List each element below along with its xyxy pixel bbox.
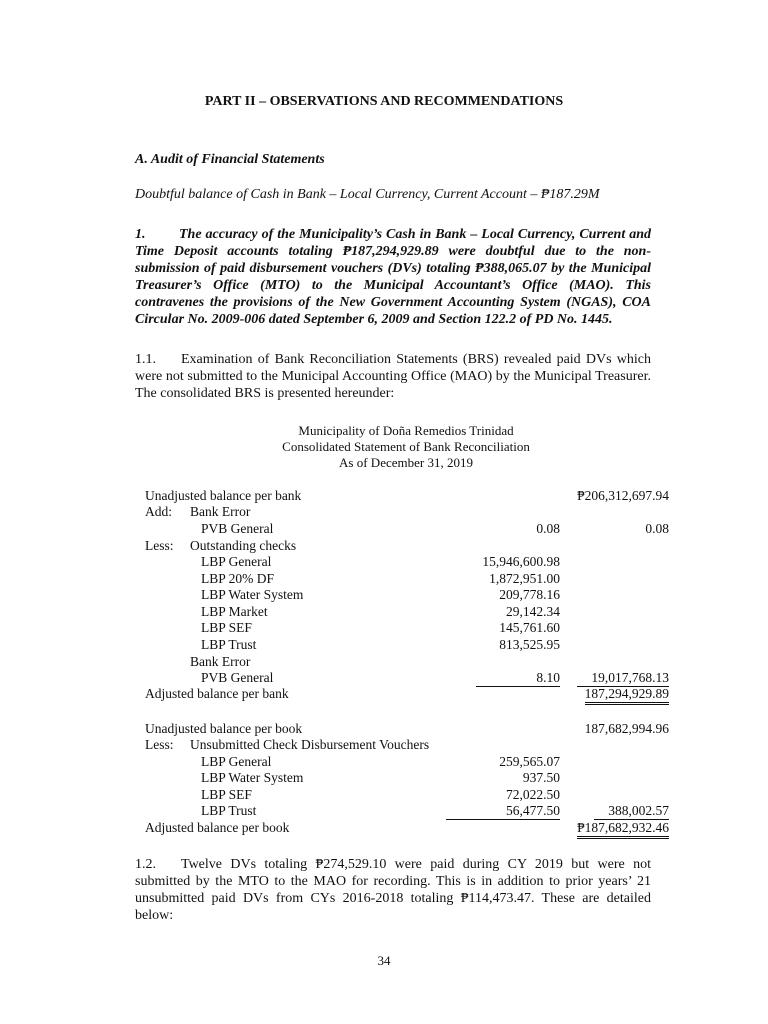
section-heading: A. Audit of Financial Statements xyxy=(135,152,325,167)
check-row-label: LBP SEF xyxy=(201,620,252,635)
brs-heading-municipality: Municipality of Doña Remedios Trinidad xyxy=(298,423,514,438)
check-row-value: 813,525.95 xyxy=(499,637,560,652)
brs-heading-statement: Consolidated Statement of Bank Reconciliation xyxy=(282,439,530,454)
paragraph-1-1 xyxy=(135,351,651,402)
unadjusted-book-value: 187,682,994.96 xyxy=(584,721,669,736)
check-row-value: 1,872,951.00 xyxy=(489,571,560,586)
voucher-row-value: 259,565.07 xyxy=(499,754,560,769)
paragraph-number: 1.2. xyxy=(135,857,156,872)
unadjusted-bank-label: Unadjusted balance per bank xyxy=(145,488,302,503)
page-title: PART II – OBSERVATIONS AND RECOMMENDATIONS xyxy=(204,94,564,109)
adjusted-book-value: ₱187,682,932.46 xyxy=(577,820,669,839)
paragraph-text: Examination of Bank Reconciliation Statements (BRS) revealed paid DVs which were not submitted to the Municipal Accounting Office (MAO) by the Municipal Treasurer. The consolidated BRS is presented hereunder: xyxy=(135,352,651,401)
voucher-row-label: LBP SEF xyxy=(201,787,252,802)
check-row-value: 209,778.16 xyxy=(499,587,560,602)
brs-heading-date: As of December 31, 2019 xyxy=(339,455,473,470)
pvb-add-total: 0.08 xyxy=(645,521,669,536)
check-row-label: LBP Trust xyxy=(201,637,257,652)
check-row-value: 145,761.60 xyxy=(499,620,560,635)
pvb-general-label: PVB General xyxy=(201,521,274,536)
voucher-row-label: LBP Water System xyxy=(201,770,304,785)
finding-number: 1. xyxy=(135,227,146,242)
unadjusted-bank-value: ₱206,312,697.94 xyxy=(577,488,669,503)
pvb-add-amount: 0.08 xyxy=(536,521,560,536)
paragraph-number: 1.1. xyxy=(135,352,156,367)
finding-text: The accuracy of the Municipality’s Cash in Bank – Local Currency, Current and Time Deposit accounts totaling ₱187,294,929.89 were doubtful due to the non-submission of paid disbursement vouchers (DVs) totaling ₱388,065.07 by the Municipal Treasurer’s Office (MTO) to the Municipal Accountant’s Office (MAO). This contravenes the provisions of the New Government Accounting System (NGAS), COA Circular No. 2009-006 dated September 6, 2009 and Section 122.2 of PD No. 1445. xyxy=(135,227,651,327)
less-label: Less: xyxy=(145,538,174,553)
brs-heading xyxy=(0,423,768,471)
check-row-label: LBP Market xyxy=(201,604,268,619)
voucher-row-label: LBP General xyxy=(201,754,272,769)
page-number: 34 xyxy=(377,953,391,968)
observation-subheading: Doubtful balance of Cash in Bank – Local Currency, Current Account – ₱187.29M xyxy=(135,187,600,202)
voucher-row-value: 72,022.50 xyxy=(506,787,560,802)
bank-error-2-label: Bank Error xyxy=(190,654,251,669)
check-row-value: 15,946,600.98 xyxy=(482,554,560,569)
pvb-general-2-label: PVB General xyxy=(201,670,274,685)
check-row-label: LBP General xyxy=(201,554,272,569)
check-row-label: LBP 20% DF xyxy=(201,571,275,586)
vouchers-total: 388,002.57 xyxy=(594,803,669,820)
paragraph-1-2 xyxy=(135,856,651,924)
less-total: 19,017,768.13 xyxy=(577,670,669,687)
adjusted-bank-value: 187,294,929.89 xyxy=(585,686,669,705)
less-2-label: Less: xyxy=(145,737,174,752)
adjusted-bank-label: Adjusted balance per bank xyxy=(145,686,289,701)
outstanding-checks-label: Outstanding checks xyxy=(190,538,297,553)
pvb-less-amount: 8.10 xyxy=(476,670,560,687)
voucher-row-value: 937.50 xyxy=(522,770,560,785)
bank-error-label: Bank Error xyxy=(190,504,251,519)
check-row-label: LBP Water System xyxy=(201,587,304,602)
unsubmitted-vouchers-label: Unsubmitted Check Disbursement Vouchers xyxy=(190,737,430,752)
paragraph-text: Twelve DVs totaling ₱274,529.10 were paid during CY 2019 but were not submitted by the MTO to the MAO for recording. This is in addition to prior years’ 21 unsubmitted paid DVs from CYs 2016-2018 totaling ₱114,473.47. These are detailed below: xyxy=(135,857,651,923)
voucher-row-label: LBP Trust xyxy=(201,803,257,818)
voucher-row-value: 56,477.50 xyxy=(446,803,560,820)
unadjusted-book-label: Unadjusted balance per book xyxy=(145,721,303,736)
check-row-value: 29,142.34 xyxy=(506,604,560,619)
finding-1 xyxy=(135,226,651,328)
add-label: Add: xyxy=(145,504,172,519)
adjusted-book-label: Adjusted balance per book xyxy=(145,820,290,835)
